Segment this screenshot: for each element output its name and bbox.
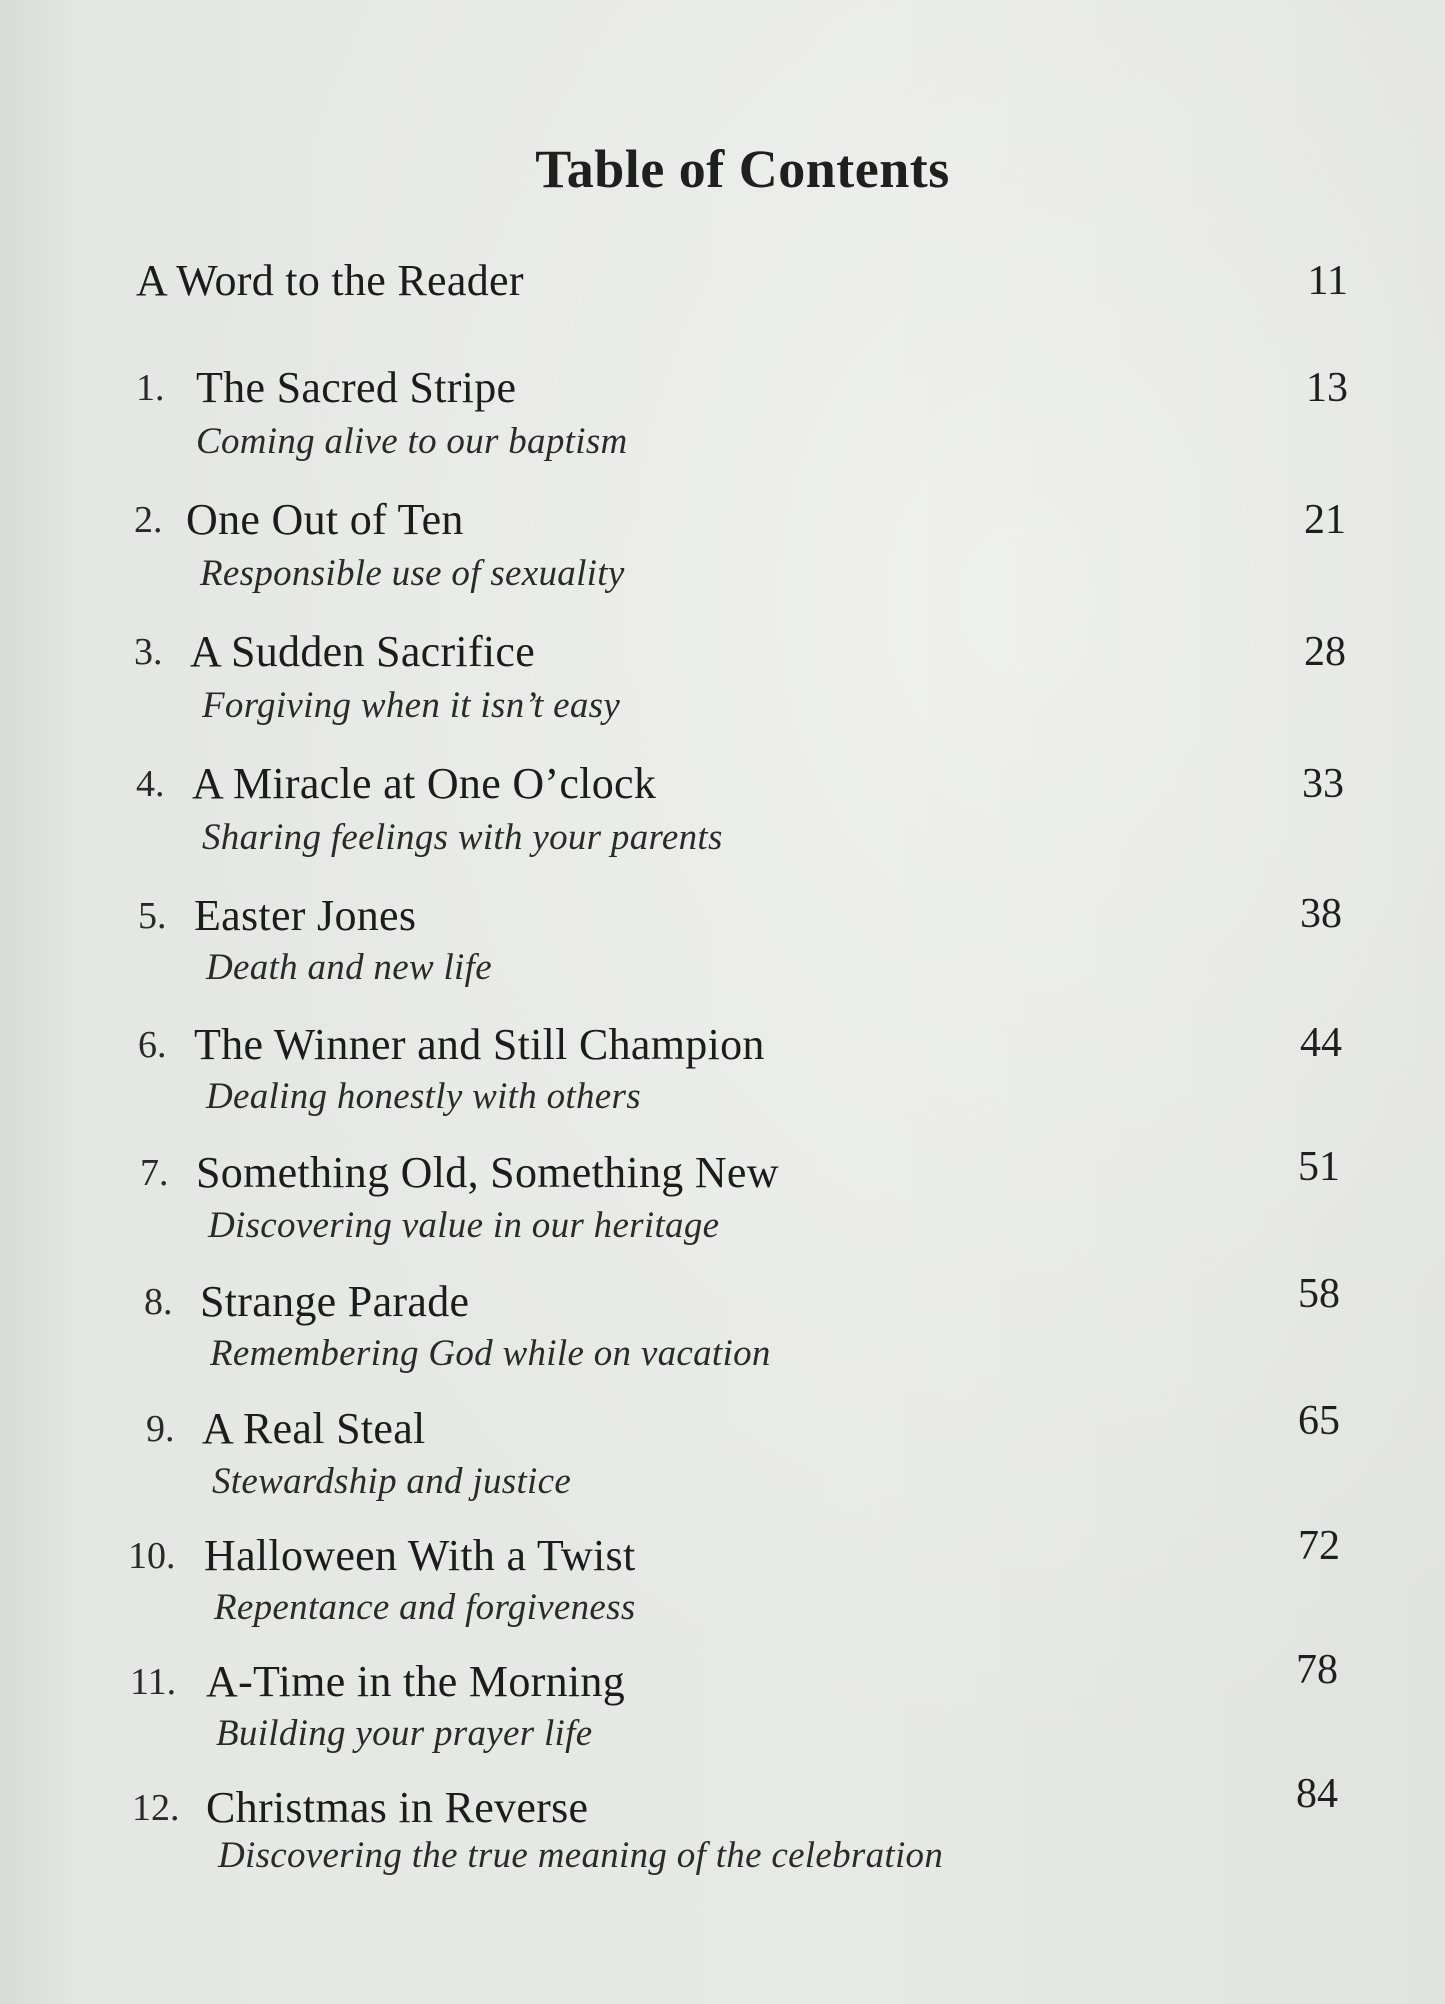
- chapter-number: 10.: [128, 1535, 176, 1577]
- chapter-page-number: 21: [1304, 497, 1346, 543]
- chapter-subtitle: Forgiving when it isn’t easy: [202, 685, 621, 726]
- chapter-page-number: 78: [1296, 1647, 1338, 1693]
- chapter-number: 6.: [138, 1024, 167, 1066]
- chapter-title: Christmas in Reverse: [206, 1783, 589, 1832]
- toc-entry-chapter-5: [0, 890, 1445, 950]
- chapter-number: 1.: [136, 367, 165, 409]
- chapter-number: 12.: [132, 1787, 180, 1829]
- chapter-page-number: 72: [1298, 1523, 1340, 1569]
- chapter-subtitle: Discovering value in our heritage: [208, 1205, 720, 1246]
- chapter-page-number: 33: [1302, 761, 1344, 807]
- toc-entry-chapter-4: [0, 758, 1445, 818]
- chapter-title: Something Old, Something New: [196, 1148, 779, 1197]
- toc-entry-preface: [0, 255, 1445, 315]
- chapter-page-number: 65: [1298, 1398, 1340, 1444]
- page-title: Table of Contents: [535, 139, 950, 199]
- chapter-number: 8.: [144, 1281, 173, 1323]
- chapter-title: One Out of Ten: [186, 495, 464, 544]
- chapter-page-number: 44: [1300, 1020, 1342, 1066]
- chapter-page-number: 13: [1306, 365, 1348, 411]
- chapter-subtitle: Coming alive to our baptism: [196, 421, 628, 462]
- preface-page-number: 11: [1307, 258, 1348, 304]
- chapter-number: 5.: [138, 895, 167, 937]
- toc-entry-chapter-12: [0, 1771, 1445, 1842]
- chapter-number: 11.: [130, 1661, 177, 1703]
- chapter-subtitle: Dealing honestly with others: [206, 1076, 641, 1117]
- chapter-number: 3.: [134, 631, 163, 673]
- chapter-title: Easter Jones: [194, 891, 417, 940]
- chapter-subtitle: Death and new life: [206, 947, 492, 988]
- chapter-title: A Real Steal: [202, 1404, 426, 1453]
- toc-entry-chapter-2: [0, 494, 1445, 554]
- chapter-number: 9.: [146, 1408, 175, 1450]
- toc-entry-chapter-6: [0, 1019, 1445, 1079]
- chapter-title: A-Time in the Morning: [206, 1657, 626, 1706]
- chapter-subtitle: Responsible use of sexuality: [200, 553, 625, 594]
- toc-entry-chapter-1: [0, 362, 1445, 422]
- chapter-subtitle: Building your prayer life: [216, 1713, 593, 1754]
- toc-entry-chapter-10: [0, 1523, 1445, 1590]
- chapter-subtitle: Sharing feelings with your parents: [202, 817, 723, 858]
- preface-title: A Word to the Reader: [136, 256, 524, 305]
- chapter-title: Strange Parade: [200, 1277, 470, 1326]
- chapter-page-number: 28: [1304, 629, 1346, 675]
- toc-entry-chapter-3: [0, 626, 1445, 686]
- chapter-title: A Sudden Sacrifice: [190, 627, 536, 676]
- chapter-subtitle: Stewardship and justice: [212, 1461, 572, 1502]
- chapter-subtitle: Repentance and forgiveness: [214, 1587, 636, 1628]
- chapter-subtitle: Discovering the true meaning of the celebration: [218, 1835, 944, 1876]
- toc-entry-chapter-9: [0, 1398, 1445, 1463]
- chapter-title: The Sacred Stripe: [196, 363, 517, 412]
- chapter-number: 7.: [140, 1152, 169, 1194]
- chapter-page-number: 84: [1296, 1771, 1338, 1817]
- chapter-title: Halloween With a Twist: [204, 1531, 636, 1580]
- chapter-page-number: 38: [1300, 891, 1342, 937]
- chapter-title: The Winner and Still Champion: [194, 1020, 765, 1069]
- chapter-page-number: 51: [1298, 1144, 1340, 1190]
- chapter-subtitle: Remembering God while on vacation: [210, 1333, 771, 1374]
- toc-entry-chapter-8: [0, 1271, 1445, 1336]
- toc-entry-chapter-7: [0, 1144, 1445, 1207]
- chapter-number: 4.: [136, 763, 165, 805]
- chapter-number: 2.: [134, 499, 163, 541]
- chapter-title: A Miracle at One O’clock: [192, 759, 657, 808]
- chapter-page-number: 58: [1298, 1271, 1340, 1317]
- toc-entry-chapter-11: [0, 1647, 1445, 1716]
